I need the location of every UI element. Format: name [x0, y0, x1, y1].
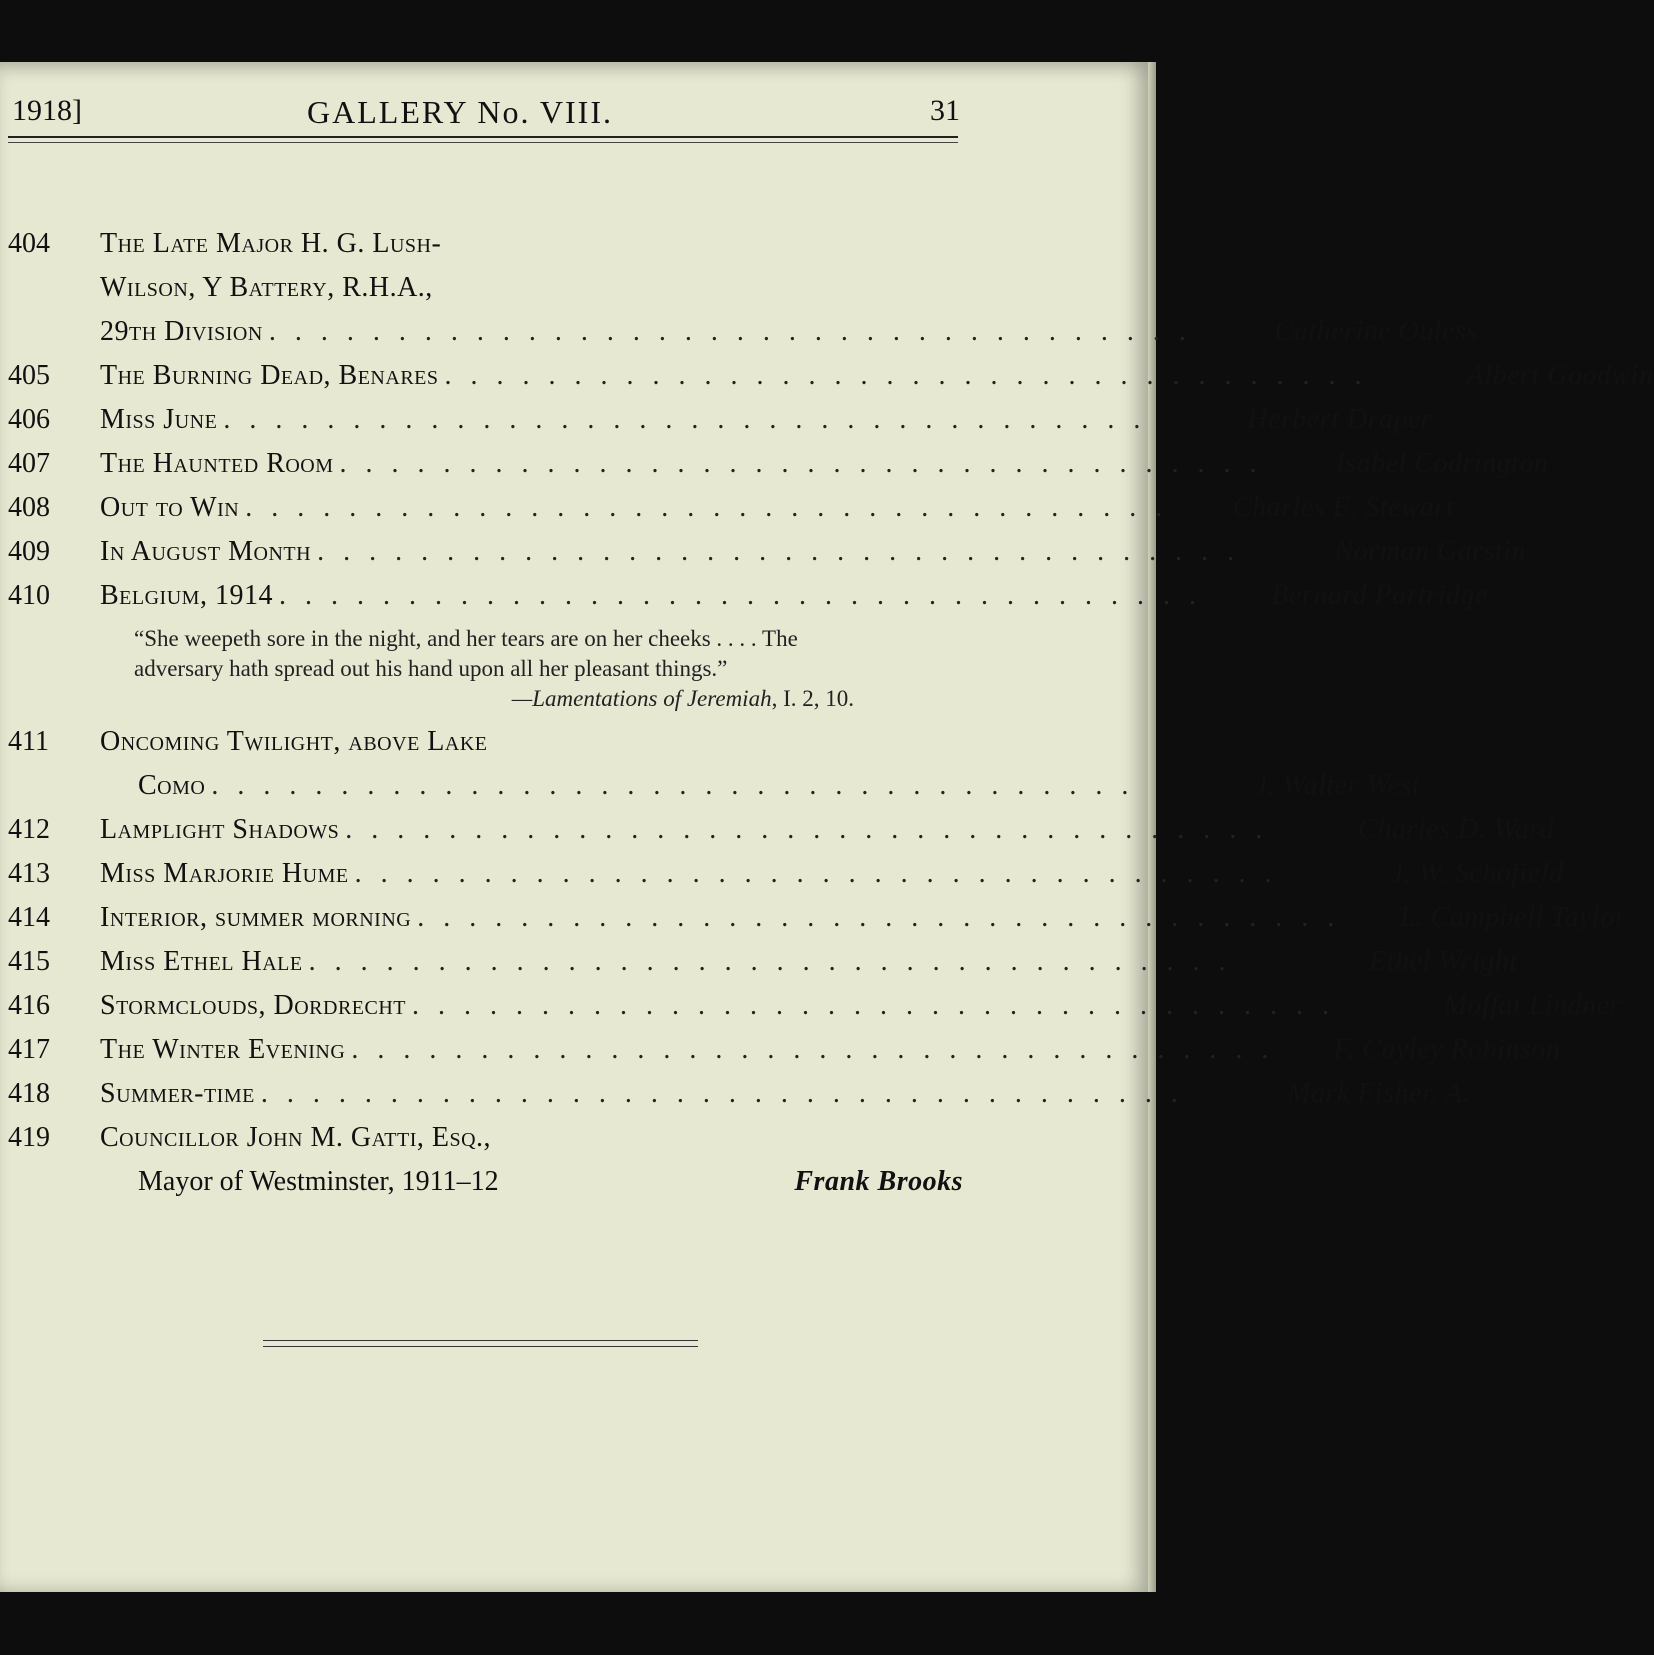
entry-title: The Haunted Room: [100, 448, 334, 479]
entry-artist: Frank Brooks: [794, 1166, 963, 1197]
entry-title: The Winter Evening: [100, 1034, 346, 1065]
leader-dots: . . . . . . . . . . . . . . . . . . . . . . . . . . . . . . . . . . . .: [223, 404, 1147, 435]
leader-dots: . . . . . . . . . . . . . . . . . . . . . . . . . . . . . . . . . . . .: [417, 902, 1341, 933]
entry-title: Wilson, Y Battery, R.H.A.,: [100, 272, 433, 303]
entry-number: 407: [8, 448, 50, 479]
entry-title: Lamplight Shadows: [100, 814, 340, 845]
entry-number: 413: [8, 858, 50, 889]
entry-artist: J. W. Schofield: [1390, 858, 1564, 889]
catalogue-list: [8, 222, 1654, 1204]
entry-artist: L. Campbell Taylor: [1399, 902, 1627, 933]
catalogue-entry: [8, 1072, 1470, 1116]
entry-artist: F. Cayley Robinson: [1333, 1034, 1561, 1065]
entry-artist: Isabel Codrington: [1335, 448, 1549, 479]
catalogue-entry: [8, 808, 1555, 852]
entry-artist: Charles E. Stewart: [1232, 492, 1455, 523]
leader-dots: . . . . . . . . . . . . . . . . . . . . . . . . . . . . . . . . . . . .: [339, 448, 1263, 479]
entry-title: Oncoming Twilight, above Lake: [100, 726, 488, 757]
entry-title: Miss Ethel Hale: [100, 946, 303, 977]
entry-title: Belgium, 1914: [100, 580, 273, 611]
header-year: 1918]: [12, 94, 82, 127]
entry-title: 29th Division: [100, 316, 263, 347]
entry-artist: Norman Garstin: [1334, 536, 1527, 567]
entry-artist: Mark Fisher, A.: [1287, 1078, 1470, 1109]
leader-dots: . . . . . . . . . . . . . . . . . . . . . . . . . . . . . . . . . . . .: [412, 990, 1336, 1021]
entry-title: Stormclouds, Dordrecht: [100, 990, 407, 1021]
entry-artist: Catherine Ouless: [1274, 316, 1478, 347]
entry-artist: Ethel Wright: [1369, 946, 1518, 977]
entry-artist: Charles D. Ward: [1358, 814, 1555, 845]
catalogue-entry: [8, 984, 1622, 1028]
entry-number: 417: [8, 1034, 50, 1065]
entry-artist: Moffat Lindner: [1443, 990, 1622, 1021]
quotation-source-title: —Lamentations of Jeremiah: [511, 686, 772, 711]
entry-title: The Late Major H. G. Lush-: [100, 228, 442, 259]
catalogue-entry: [8, 398, 1433, 442]
page-title: GALLERY No. VIII.: [307, 94, 613, 130]
page-number: 31: [930, 94, 960, 127]
leader-dots: . . . . . . . . . . . . . . . . . . . . . . . . . . . . . . . . . . . .: [260, 1078, 1184, 1109]
entry-title: Miss Marjorie Hume: [100, 858, 349, 889]
entry-title: The Burning Dead, Benares: [100, 360, 439, 391]
catalogue-entry: [8, 720, 1421, 808]
entry-number: 409: [8, 536, 50, 567]
header-rule: [8, 136, 958, 143]
entry-title: Miss June: [100, 404, 218, 435]
quotation-block: [134, 624, 854, 714]
running-header: [12, 94, 960, 134]
catalogue-entry: [8, 486, 1455, 530]
entry-title: Summer-time: [100, 1078, 255, 1109]
entry-title: Interior, summer morning: [100, 902, 412, 933]
leader-dots: . . . . . . . . . . . . . . . . . . . . . . . . . . . . . . . . . . . .: [211, 770, 1135, 801]
catalogue-entry: [8, 940, 1518, 984]
entry-title: Como: [138, 770, 206, 801]
entry-number: 408: [8, 492, 50, 523]
entry-number: 405: [8, 360, 50, 391]
entry-number: 411: [8, 726, 49, 757]
closing-rule: [263, 1340, 698, 1347]
catalogue-entry: [8, 1028, 1561, 1072]
entry-number: 416: [8, 990, 50, 1021]
entry-number: 419: [8, 1122, 50, 1153]
catalogue-entry: [8, 222, 1478, 354]
catalogue-entry: [8, 574, 1488, 618]
catalogue-entry: [8, 896, 1627, 940]
leader-dots: . . . . . . . . . . . . . . . . . . . . . . . . . . . . . . . . . . . .: [278, 580, 1202, 611]
leader-dots: . . . . . . . . . . . . . . . . . . . . . . . . . . . . . . . . . . . .: [345, 814, 1269, 845]
entry-number: 415: [8, 946, 50, 977]
entry-title: Mayor of Westminster, 1911–12: [138, 1166, 499, 1197]
leader-dots: . . . . . . . . . . . . . . . . . . . . . . . . . . . . . . . . . . . .: [308, 946, 1232, 977]
entry-number: 404: [8, 228, 50, 259]
entry-artist: J. Walter West: [1254, 770, 1421, 801]
entry-number: 414: [8, 902, 50, 933]
leader-dots: . . . . . . . . . . . . . . . . . . . . . . . . . . . . . . . . . . . .: [354, 858, 1278, 889]
entry-artist: Bernard Partridge: [1271, 580, 1488, 611]
leader-dots: . . . . . . . . . . . . . . . . . . . . . . . . . . . . . . . . . . . .: [351, 1034, 1275, 1065]
leader-dots: . . . . . . . . . . . . . . . . . . . . . . . . . . . . . . . . . . . .: [444, 360, 1368, 391]
leader-dots: . . . . . . . . . . . . . . . . . . . . . . . . . . . . . . . . . . . .: [268, 316, 1192, 347]
quotation-source: [134, 684, 854, 714]
catalogue-entry: [8, 530, 1527, 574]
entry-artist: Herbert Draper: [1247, 404, 1433, 435]
quotation-source-ref: , I. 2, 10.: [771, 686, 854, 711]
leader-dots: . . . . . . . . . . . . . . . . . . . . . . . . . . . . . . . . . . . .: [245, 492, 1169, 523]
entry-title: Councillor John M. Gatti, Esq.,: [100, 1122, 492, 1153]
entry-title: In August Month: [100, 536, 312, 567]
quotation-text: “She weepeth sore in the night, and her tears are on her cheeks . . . . The adversary hath spread out his hand upon all her pleasant things.”: [134, 626, 798, 681]
leader-dots: . . . . . . . . . . . . . . . . . . . . . . . . . . . . . . . . . . . .: [317, 536, 1241, 567]
entry-number: 412: [8, 814, 50, 845]
entry-artist: Albert Goodwin: [1466, 360, 1654, 391]
catalogue-entry: [8, 852, 1564, 896]
catalogue-entry: [8, 1116, 963, 1204]
entry-number: 410: [8, 580, 50, 611]
catalogue-entry: [8, 354, 1654, 398]
entry-title: Out to Win: [100, 492, 240, 523]
catalogue-entry: [8, 442, 1549, 486]
entry-number: 418: [8, 1078, 50, 1109]
entry-number: 406: [8, 404, 50, 435]
